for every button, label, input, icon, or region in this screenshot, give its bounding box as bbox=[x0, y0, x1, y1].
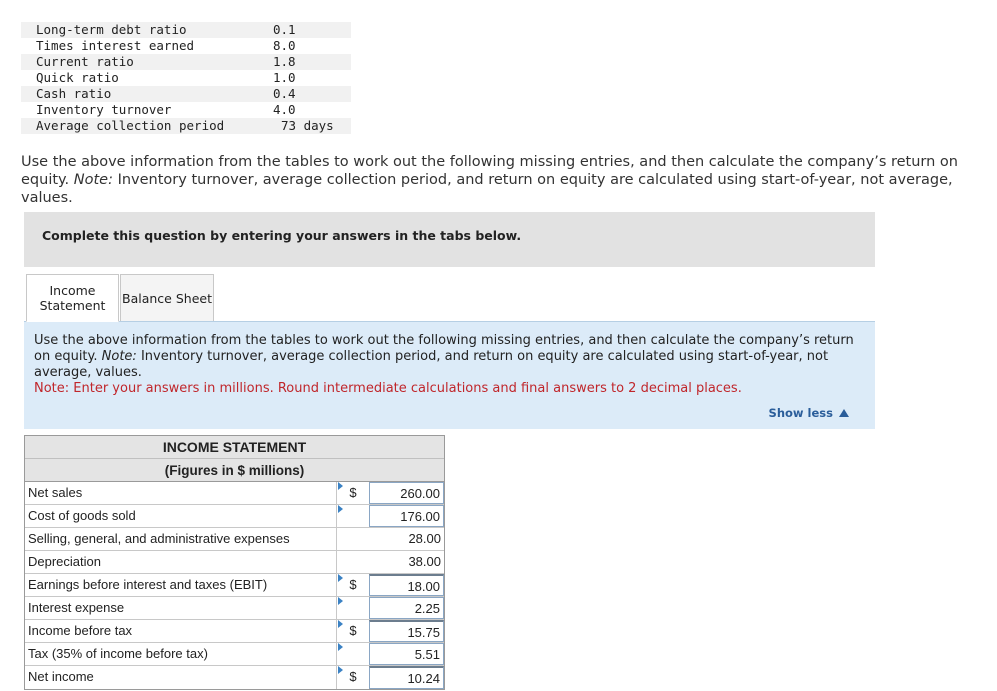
answer-input[interactable]: 5.51 bbox=[369, 643, 444, 665]
input-marker-icon bbox=[338, 597, 343, 605]
question-note-label: Note: bbox=[101, 349, 137, 364]
currency-symbol: $ bbox=[349, 485, 357, 500]
table-row bbox=[25, 666, 444, 689]
tab-label-line1: Income bbox=[49, 283, 96, 298]
table-row bbox=[25, 620, 444, 643]
row-label: Earnings before interest and taxes (EBIT) bbox=[25, 574, 337, 596]
row-label: Net sales bbox=[25, 482, 337, 504]
currency-cell bbox=[337, 597, 369, 619]
instructions-banner bbox=[24, 212, 875, 267]
rounding-note: Note: Enter your answers in millions. Round intermediate calculations and final answers to 2 decimal places. bbox=[34, 381, 742, 396]
intro-note-label: Note: bbox=[73, 172, 113, 188]
table-row bbox=[25, 574, 444, 597]
ratio-name: Long-term debt ratio bbox=[36, 22, 187, 37]
ratio-name: Inventory turnover bbox=[36, 102, 172, 117]
answer-input[interactable]: 2.25 bbox=[369, 597, 444, 619]
table-row bbox=[25, 528, 444, 551]
ratio-value: 1.8 bbox=[273, 54, 296, 69]
table-row bbox=[25, 643, 444, 666]
tab-income-statement[interactable] bbox=[26, 274, 119, 322]
table-row bbox=[25, 597, 444, 620]
row-label: Cost of goods sold bbox=[25, 505, 337, 527]
tab-label-line2: Statement bbox=[39, 298, 106, 313]
row-label: Income before tax bbox=[25, 620, 337, 642]
table-row bbox=[25, 505, 444, 528]
row-label: Tax (35% of income before tax) bbox=[25, 643, 337, 665]
row-label: Selling, general, and administrative expenses bbox=[25, 528, 337, 550]
show-less-link[interactable] bbox=[769, 406, 849, 420]
ratio-row bbox=[21, 22, 351, 38]
question-text-part2: Inventory turnover, average collection period, and return on equity are calculated using start-of-year, not average, values. bbox=[34, 349, 829, 380]
intro-text-part2: Inventory turnover, average collection period, and return on equity are calculated using start-of-year, not average, values. bbox=[21, 172, 953, 206]
ratio-row bbox=[21, 118, 351, 134]
currency-cell bbox=[337, 482, 369, 504]
given-value: 28.00 bbox=[408, 531, 441, 546]
ratio-table bbox=[21, 22, 351, 134]
question-text-part1: Use the above information from the tables to work out the following missing entries, and then calculate the company’s return on equity. bbox=[34, 333, 854, 364]
tab-income-statement-label bbox=[40, 283, 106, 313]
currency-cell bbox=[337, 643, 369, 665]
ratio-name: Times interest earned bbox=[36, 38, 195, 53]
tab-balance-sheet[interactable] bbox=[120, 274, 214, 322]
input-marker-icon bbox=[338, 643, 343, 651]
tab-balance-sheet-label: Balance Sheet bbox=[122, 290, 212, 306]
intro-text bbox=[21, 153, 971, 207]
answer-input[interactable]: 260.00 bbox=[369, 482, 444, 504]
input-marker-icon bbox=[338, 482, 343, 490]
row-label: Net income bbox=[25, 666, 337, 689]
ratio-value: 4.0 bbox=[273, 102, 296, 117]
answer-input[interactable]: 15.75 bbox=[369, 620, 444, 642]
ratio-name: Cash ratio bbox=[36, 86, 112, 101]
table-title: INCOME STATEMENT bbox=[25, 436, 444, 459]
ratio-value: 8.0 bbox=[273, 38, 296, 53]
ratio-name: Average collection period bbox=[36, 118, 225, 133]
currency-symbol: $ bbox=[349, 669, 357, 684]
row-label: Interest expense bbox=[25, 597, 337, 619]
currency-cell bbox=[337, 551, 369, 573]
ratio-value: 1.0 bbox=[273, 70, 296, 85]
triangle-up-icon bbox=[839, 409, 849, 417]
show-less-label: Show less bbox=[768, 406, 833, 420]
ratio-row bbox=[21, 86, 351, 102]
income-statement-table bbox=[24, 435, 445, 690]
input-marker-icon bbox=[338, 574, 343, 582]
question-panel bbox=[24, 321, 875, 429]
ratio-value: 0.4 bbox=[273, 86, 296, 101]
currency-symbol: $ bbox=[349, 577, 357, 592]
table-row bbox=[25, 482, 444, 505]
input-marker-icon bbox=[338, 620, 343, 628]
input-marker-icon bbox=[338, 505, 343, 513]
ratio-value: 73 days bbox=[281, 118, 334, 133]
table-subtitle: (Figures in $ millions) bbox=[25, 459, 444, 482]
question-text bbox=[34, 333, 864, 397]
ratio-row bbox=[21, 38, 351, 54]
currency-cell bbox=[337, 666, 369, 689]
currency-cell bbox=[337, 620, 369, 642]
ratio-row bbox=[21, 70, 351, 86]
ratio-row bbox=[21, 102, 351, 118]
currency-cell bbox=[337, 528, 369, 550]
table-row bbox=[25, 551, 444, 574]
input-marker-icon bbox=[338, 666, 343, 674]
ratio-value: 0.1 bbox=[273, 22, 296, 37]
answer-input[interactable]: 176.00 bbox=[369, 505, 444, 527]
ratio-name: Current ratio bbox=[36, 54, 134, 69]
answer-input[interactable]: 10.24 bbox=[369, 666, 444, 689]
currency-symbol: $ bbox=[349, 623, 357, 638]
ratio-name: Quick ratio bbox=[36, 70, 119, 85]
row-label: Depreciation bbox=[25, 551, 337, 573]
answer-input[interactable]: 18.00 bbox=[369, 574, 444, 596]
given-value: 38.00 bbox=[408, 554, 441, 569]
intro-text-part1: Use the above information from the tables to work out the following missing entries, and then calculate the company’s return on equity. bbox=[21, 154, 958, 188]
currency-cell bbox=[337, 505, 369, 527]
currency-cell bbox=[337, 574, 369, 596]
instructions-text: Complete this question by entering your answers in the tabs below. bbox=[42, 228, 522, 243]
ratio-row bbox=[21, 54, 351, 70]
